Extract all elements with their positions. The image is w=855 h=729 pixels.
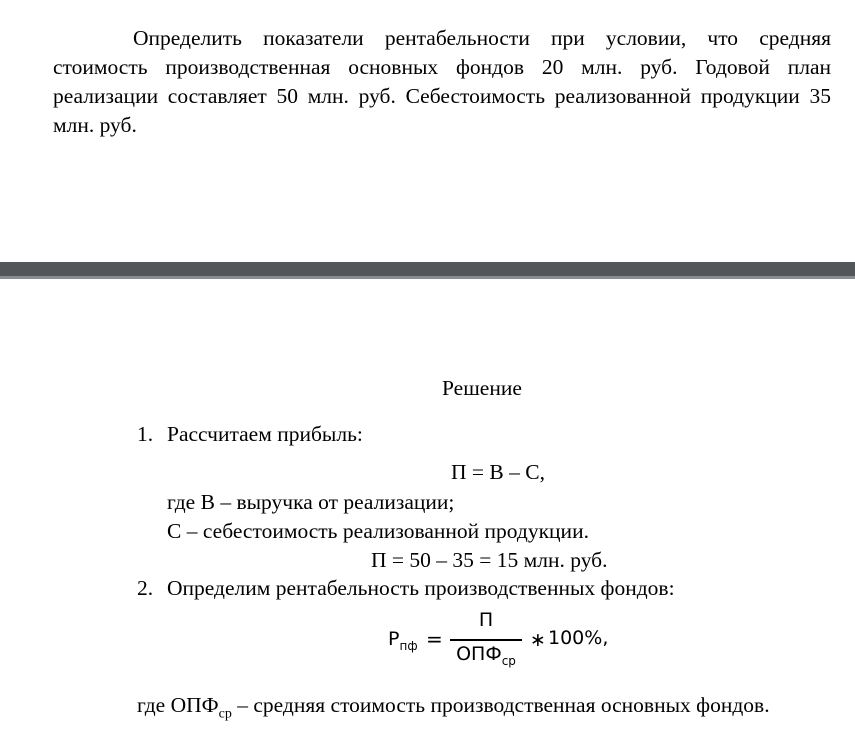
formula-fraction (450, 609, 522, 673)
formula-denominator (450, 643, 522, 668)
definition-opf-rest: – средняя стоимость производственная основных фондов. (231, 693, 770, 717)
fraction-bar (450, 639, 522, 641)
page-separator (0, 262, 855, 276)
formula-multiply: ∗ (530, 629, 546, 651)
definition-opf-prefix: где ОПФ (137, 693, 219, 717)
profit-calculation: П = 50 – 35 = 15 млн. руб. (371, 548, 608, 572)
formula-numerator: П (478, 609, 494, 631)
definition-cost: С – себестоимость реализованной продукции. (167, 519, 589, 543)
step-1-number: 1. (137, 422, 154, 446)
profit-formula: П = В – С, (451, 460, 545, 484)
formula-denominator-symbol: ОПФ (456, 643, 502, 665)
formula-equals: = (426, 627, 443, 651)
definition-revenue: где В – выручка от реализации; (167, 490, 455, 514)
formula-percent: 100%, (548, 627, 609, 649)
step-2-text: Определим рентабельность производственных фондов: (167, 576, 675, 600)
formula-lhs (388, 628, 418, 653)
formula-lhs-subscript: пф (399, 638, 418, 653)
problem-statement: Определить показатели рентабельности при условии, что средняя стоимость производственная основных фондов 20 млн. руб. Годовой план реализации составляет 50 млн. руб. Себестоимость реализованной продукции 35 млн. руб. (53, 26, 831, 137)
formula-denominator-subscript: ср (501, 653, 516, 668)
page-upper (0, 0, 855, 262)
step-1-text: Рассчитаем прибыль: (167, 422, 363, 446)
step-2-number: 2. (137, 576, 154, 600)
profitability-formula (388, 609, 648, 673)
definition-opf (137, 692, 770, 727)
solution-heading: Решение (442, 376, 522, 400)
formula-lhs-symbol: Р (388, 628, 400, 650)
definition-opf-subscript: ср (218, 706, 232, 722)
